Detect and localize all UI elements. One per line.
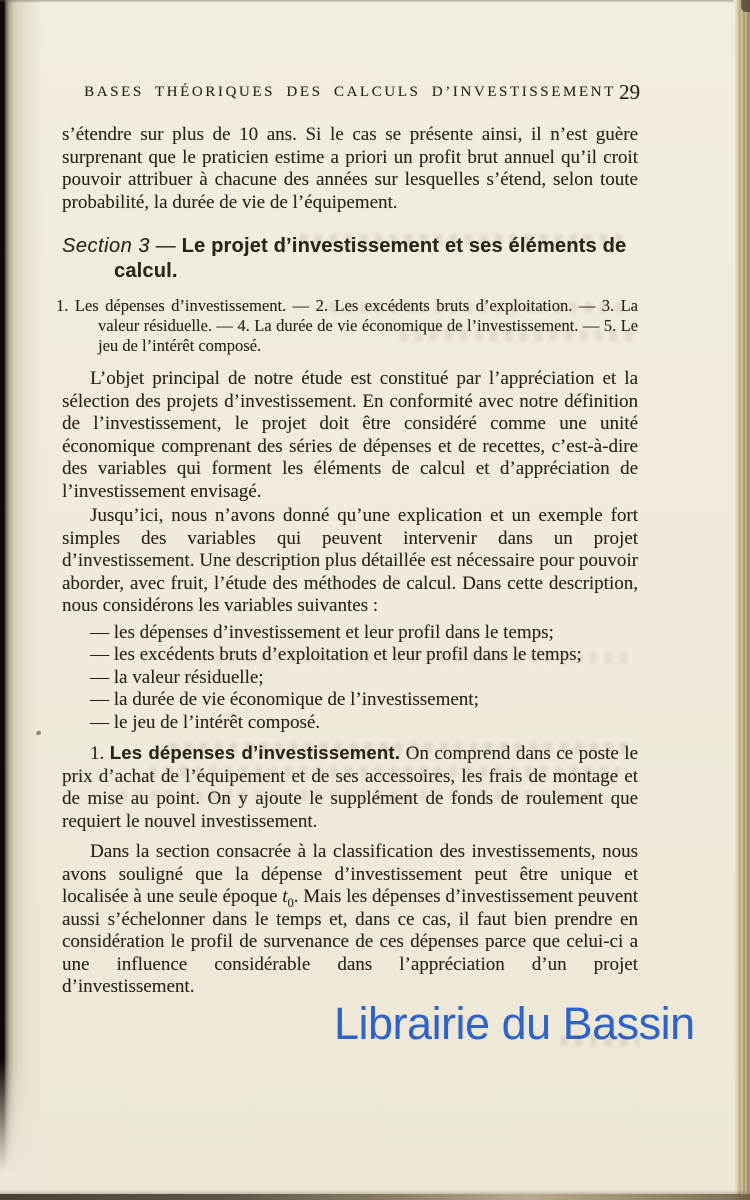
- page-corner-shadow: [741, 0, 750, 12]
- section-heading: [62, 234, 638, 284]
- paragraph-depenses: [62, 742, 638, 833]
- section-title: Le projet d’investissement et ses éléments de calcul.: [114, 235, 627, 282]
- text-after-t0: . Mais les dépenses d’investissement peuvent aussi s’échelonner dans le temps et, dans ce cas, il faut bien prendre en considération le profil de survenance de ces dépenses parce que celui-ci a une influence considérable dans l’appréciation d’un projet d’investissement.: [62, 886, 638, 997]
- list-item: — la durée de vie économique de l’investissement;: [90, 689, 479, 710]
- bookseller-watermark: Librairie du Bassin: [334, 998, 695, 1049]
- list-item: — le jeu de l’intérêt composé.: [90, 711, 321, 733]
- math-subscript-0: 0: [287, 895, 294, 910]
- math-variable-t: t: [282, 886, 288, 907]
- list-item: — les excédents bruts d’exploitation et leur profil dans le temps;: [90, 644, 582, 665]
- book-fore-edge: [734, 0, 750, 1200]
- item-text: On comprend dans ce poste le prix d’achat de l’équipement et de ses accessoires, les frais de montage et de mise au point. On y ajoute le supplément de fonds de roulement que requiert le nouvel investissement.: [62, 743, 638, 832]
- item-number: 1.: [90, 743, 105, 764]
- paragraph-classification: [62, 841, 638, 999]
- text-before-t0: Dans la section consacrée à la classification des investissements, nous avons souligné que la dépense d’investissement peut être unique et localisée à une seule époque: [62, 841, 638, 907]
- section-label: Section 3: [62, 235, 150, 257]
- list-item: — les dépenses d’investissement et leur profil dans le temps;: [90, 621, 554, 643]
- running-title: BASES THÉORIQUES DES CALCULS D’INVESTISSEMENT: [84, 84, 616, 100]
- section-dash: —: [155, 235, 176, 257]
- paragraph-jusquici: Jusqu’ici, nous n’avons donné qu’une explication et un exemple fort simples des variables qui peuvent intervenir dans un projet d’investissement. Une description plus détaillée est nécessaire pour pouvoir aborder, avec fruit, l’étude des méthodes de calcul. Dans cette description, nous considérons les variables suivantes :: [62, 505, 638, 616]
- list-item: — la valeur résiduelle;: [90, 666, 264, 688]
- running-header: [62, 80, 640, 106]
- item-lead-bold: Les dépenses d’investissement.: [109, 742, 401, 763]
- paragraph-objet: L’objet principal de notre étude est constitué par l’appréciation et la sélection des projets d’investissement. En conformité avec notre définition de l’investissement, le projet doit être considéré comme une unité économique comprenant des séries de dépenses et de recettes, c’est-à-dire des variables qui forment les éléments de calcul et d’appréciation de l’investissement envisagé.: [62, 368, 638, 502]
- variables-list: [62, 622, 638, 735]
- book-gutter-edge-fade: [0, 1060, 42, 1200]
- text-column: [56, 80, 640, 999]
- page-top-shadow: [0, 0, 734, 3]
- section-toc-summary: 1. Les dépenses d’investissement. — 2. Les excédents bruts d’exploitation. — 3. La valeur résiduelle. — 4. La durée de vie économique de l’investissement. — 5. Le jeu de l’intérêt composé.: [56, 296, 638, 355]
- book-gutter-edge: [0, 0, 42, 1200]
- book-bottom-edge: [0, 1194, 750, 1200]
- paragraph-intro: s’étendre sur plus de 10 ans. Si le cas se présente ainsi, il n’est guère surprenant que le praticien estime a priori un profit brut annuel qu’il croit pouvoir attribuer à chacune des années sur lesquelles s’étend, selon toute probabilité, la durée de vie de l’équipement.: [62, 124, 638, 213]
- page-number: 29: [619, 80, 640, 104]
